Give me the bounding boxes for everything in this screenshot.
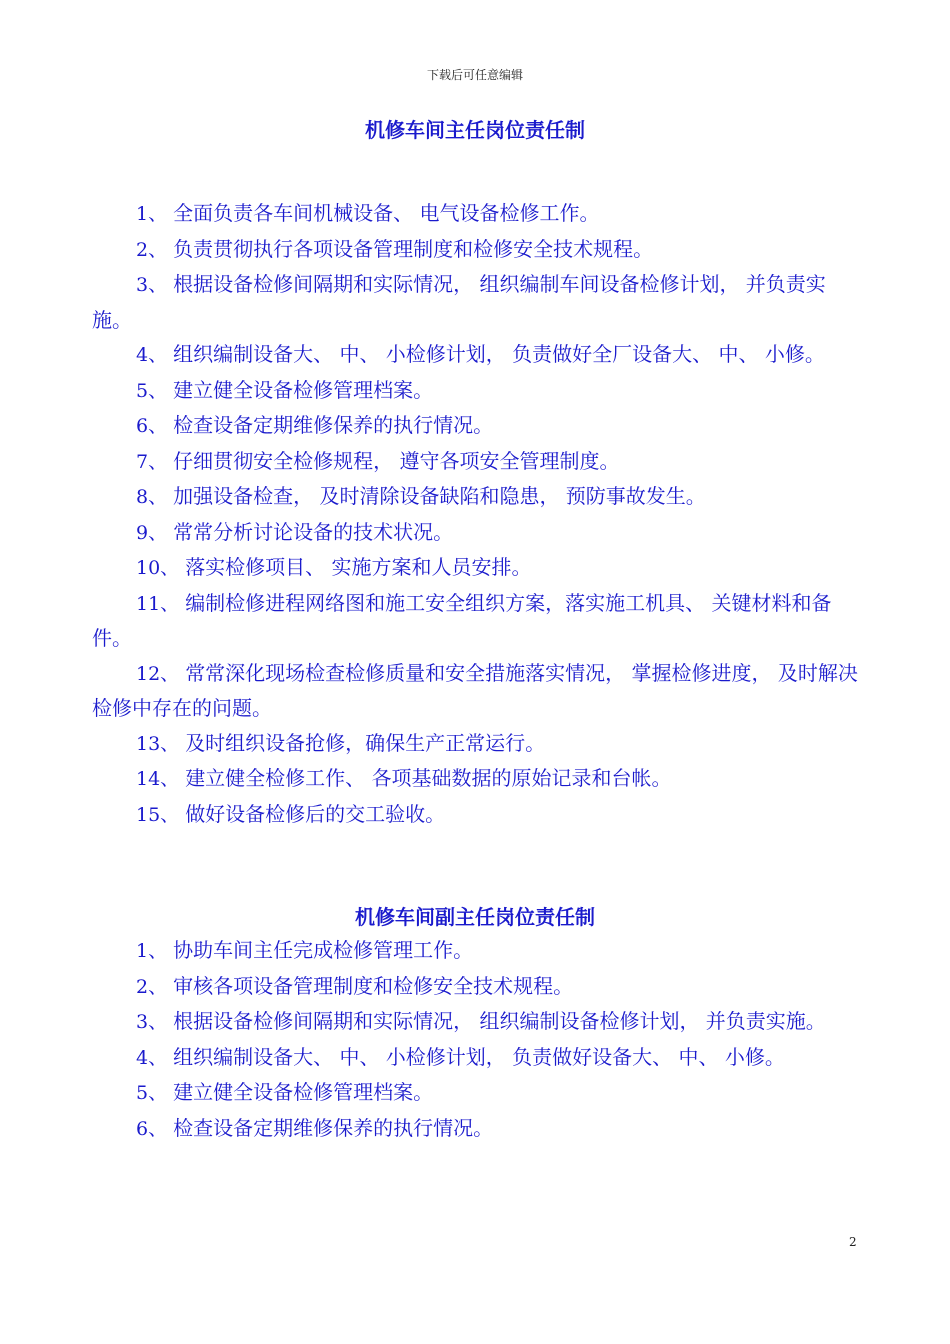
duty-item bbox=[92, 479, 862, 515]
item-number: 12、 bbox=[136, 662, 180, 685]
duty-item bbox=[92, 196, 862, 232]
section-title: 机修车间主任岗位责任制 bbox=[365, 118, 585, 142]
page-number: 2 bbox=[849, 1235, 857, 1249]
item-text: 落实检修项目、 实施方案和人员安排。 bbox=[185, 555, 532, 579]
item-number: 2、 bbox=[136, 238, 168, 261]
item-number: 3、 bbox=[136, 1011, 168, 1033]
duty-item bbox=[92, 761, 862, 797]
duty-item bbox=[92, 550, 862, 586]
item-number: 10、 bbox=[136, 557, 180, 579]
item-number: 15、 bbox=[136, 803, 180, 826]
item-number: 9、 bbox=[136, 521, 168, 544]
item-text: 编制检修进程网络图和施工安全组织方案，落实施工机具、 关键材料和备件。 bbox=[92, 590, 832, 650]
item-number: 11、 bbox=[136, 592, 180, 615]
item-number: 1、 bbox=[136, 940, 168, 962]
duty-item bbox=[92, 232, 862, 268]
item-number: 4、 bbox=[136, 1046, 168, 1069]
item-text: 协助车间主任完成检修管理工作。 bbox=[173, 938, 474, 962]
item-number: 2、 bbox=[136, 975, 168, 998]
item-text: 检查设备定期维修保养的执行情况。 bbox=[173, 413, 494, 437]
duty-item bbox=[92, 408, 862, 444]
item-text: 建立健全设备检修管理档案。 bbox=[173, 377, 434, 402]
item-number: 13、 bbox=[136, 732, 180, 755]
item-number: 5、 bbox=[136, 1082, 168, 1104]
duty-item bbox=[92, 515, 862, 551]
item-number: 6、 bbox=[136, 1117, 168, 1140]
item-number: 5、 bbox=[136, 379, 168, 402]
item-number: 6、 bbox=[136, 415, 168, 437]
duty-item bbox=[92, 656, 862, 726]
item-text: 建立健全设备检修管理档案。 bbox=[173, 1080, 434, 1104]
item-number: 7、 bbox=[136, 450, 168, 473]
duty-item bbox=[92, 444, 862, 480]
duty-item bbox=[92, 586, 862, 656]
duty-item bbox=[92, 1040, 862, 1076]
duty-item bbox=[92, 337, 862, 373]
item-text: 组织编制设备大、 中、 小检修计划， 负责做好全厂设备大、 中、 小修。 bbox=[173, 342, 825, 366]
item-text: 常常深化现场检查检修质量和安全措施落实情况， 掌握检修进度， 及时解决检修中存在的问题。 bbox=[92, 660, 858, 720]
item-number: 8、 bbox=[136, 486, 168, 508]
item-number: 4、 bbox=[136, 344, 168, 366]
item-text: 根据设备检修间隔期和实际情况， 组织编制设备检修计划， 并负责实施。 bbox=[173, 1009, 826, 1033]
duty-item bbox=[92, 373, 862, 409]
item-text: 全面负责各车间机械设备、 电气设备检修工作。 bbox=[173, 201, 600, 225]
item-text: 根据设备检修间隔期和实际情况， 组织编制车间设备检修计划， 并负责实施。 bbox=[92, 272, 826, 332]
duty-item bbox=[92, 1075, 862, 1111]
item-number: 14、 bbox=[136, 768, 180, 790]
duty-item bbox=[92, 969, 862, 1005]
item-text: 仔细贯彻安全检修规程， 遵守各项安全管理制度。 bbox=[173, 448, 620, 473]
item-text: 及时组织设备抢修，确保生产正常运行。 bbox=[185, 730, 546, 755]
item-text: 建立健全检修工作、 各项基础数据的原始记录和台帐。 bbox=[185, 766, 672, 790]
duty-item bbox=[92, 267, 862, 337]
item-text: 加强设备检查， 及时清除设备缺陷和隐患， 预防事故发生。 bbox=[173, 484, 706, 508]
item-text: 做好设备检修后的交工验收。 bbox=[185, 801, 446, 826]
duty-item bbox=[92, 933, 862, 969]
item-text: 负责贯彻执行各项设备管理制度和检修安全技术规程。 bbox=[173, 236, 654, 261]
duty-item bbox=[92, 1111, 862, 1147]
section-title: 机修车间副主任岗位责任制 bbox=[355, 905, 595, 929]
duty-item bbox=[92, 1004, 862, 1040]
item-number: 3、 bbox=[136, 274, 168, 296]
item-text: 组织编制设备大、 中、 小检修计划， 负责做好设备大、 中、 小修。 bbox=[173, 1044, 785, 1069]
item-text: 审核各项设备管理制度和检修安全技术规程。 bbox=[173, 973, 574, 998]
duty-item bbox=[92, 726, 862, 762]
item-number: 1、 bbox=[136, 203, 168, 225]
header-note: 下载后可任意编辑 bbox=[426, 68, 523, 82]
duty-list bbox=[92, 196, 862, 832]
item-text: 常常分析讨论设备的技术状况。 bbox=[173, 519, 454, 544]
duty-list bbox=[92, 933, 862, 1146]
item-text: 检查设备定期维修保养的执行情况。 bbox=[173, 1115, 494, 1140]
duty-item bbox=[92, 797, 862, 833]
